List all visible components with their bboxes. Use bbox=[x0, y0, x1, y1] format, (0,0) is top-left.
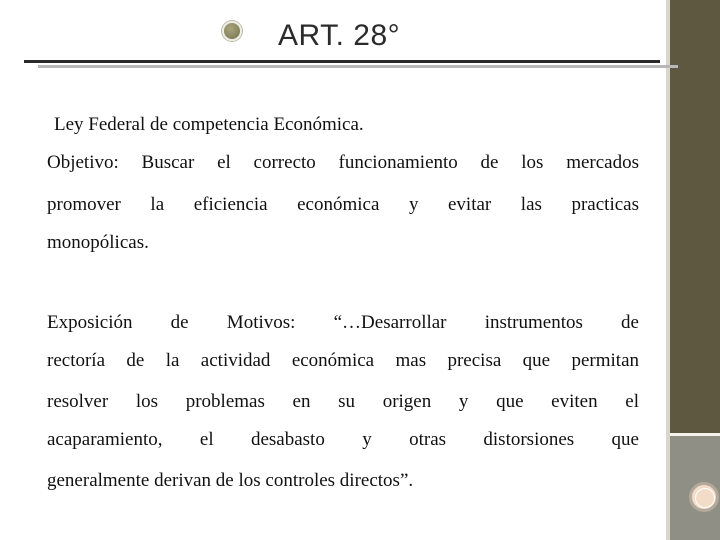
objective-line: monopólicas. bbox=[47, 232, 149, 253]
title-rule-shadow bbox=[38, 65, 678, 68]
motives-line: Exposición de Motivos: “…Desarrollar instrumentos de bbox=[47, 312, 639, 333]
objective-line: Objetivo: Buscar el correcto funcionamiento de los mercados bbox=[47, 152, 639, 173]
objective-line: promover la eficiencia económica y evitar las practicas bbox=[47, 194, 639, 215]
motives-line: acaparamiento, el desabasto y otras distorsiones que bbox=[47, 429, 639, 450]
motives-line: rectoría de la actividad económica mas precisa que permitan bbox=[47, 350, 639, 371]
circle-ornament-icon bbox=[689, 482, 719, 512]
law-name: Ley Federal de competencia Económica. bbox=[54, 114, 364, 135]
motives-line: resolver los problemas en su origen y que eviten el bbox=[47, 391, 639, 412]
title-rule bbox=[24, 60, 660, 63]
slide-title: ART. 28° bbox=[278, 19, 401, 52]
motives-line: generalmente derivan de los controles directos”. bbox=[47, 470, 414, 491]
circle-bullet-icon bbox=[222, 21, 242, 41]
